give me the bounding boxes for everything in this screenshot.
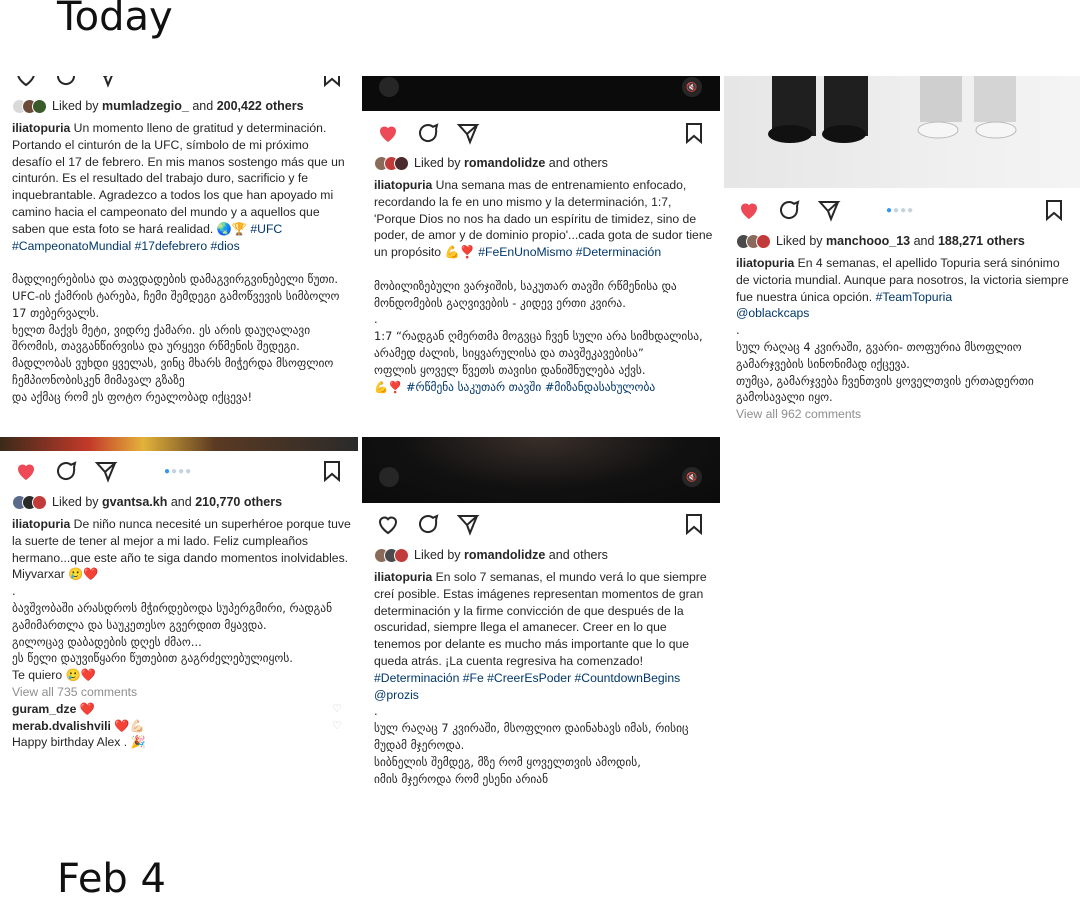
post-tile[interactable]	[362, 437, 720, 795]
bookmark-icon[interactable]	[682, 512, 706, 536]
likes-row[interactable]	[12, 97, 352, 115]
carousel-dots: ●●●●	[886, 205, 915, 216]
like-heart-icon[interactable]	[376, 121, 400, 145]
comment-icon[interactable]	[54, 459, 78, 483]
likes-row[interactable]	[12, 493, 352, 511]
comment-username[interactable]: merab.dvalishvili	[12, 718, 111, 733]
likes-text: Liked by romandolidze and others	[414, 548, 608, 562]
likes-text: Liked by manchooo_13 and 188,271 others	[776, 234, 1025, 248]
caption-username[interactable]: iliatopuria	[736, 256, 795, 270]
hashtags[interactable]: #Determinación #Fe #CreerEsPoder #CountdownBegins	[374, 670, 681, 685]
post-caption: iliatopuria En 4 semanas, el apellido Topuria será sinónimo de victoria mundial. Aunque para nosotros, la victoria siempre fue nuestra única opción. #TeamTopuria @oblackcaps . სულ რაღაც 4 კვირაში, გვარი- თოფურია მსოფლიო გამარჯვების სინონიმად იქცევა. თუმცა, გამარჯვება ჩვენთვის ყოველთვის ერთადერთი გამოსავალი იყო. View all 962 comments	[736, 255, 1074, 433]
caption-username[interactable]: iliatopuria	[12, 121, 71, 135]
user-icon	[379, 467, 399, 487]
comment-row: merab.dvalishvili ❤️💪🏻 ♡	[12, 718, 342, 733]
caption-username[interactable]: iliatopuria	[12, 517, 71, 531]
mention-link[interactable]: @oblackcaps	[736, 306, 810, 321]
comment-text: Happy birthday Alex . 🎉	[12, 735, 146, 750]
hashtags[interactable]: #TeamTopuria	[875, 289, 953, 304]
mention-link[interactable]: @prozis	[374, 687, 419, 702]
comment-icon[interactable]	[54, 76, 78, 88]
avatar	[32, 495, 47, 510]
user-icon	[379, 77, 399, 97]
avatar	[394, 156, 409, 171]
likes-text: Liked by mumladzegio_ and 200,422 others	[52, 99, 304, 113]
bookmark-icon[interactable]	[320, 459, 344, 483]
view-all-comments-link[interactable]: View all 962 comments	[736, 407, 862, 422]
hashtags[interactable]: #UFC #CampeonatoMundial #17defebrero #dios	[12, 221, 283, 253]
comment-like-icon[interactable]: ♡	[332, 702, 342, 715]
likes-text: Liked by gvantsa.kh and 210,770 others	[52, 495, 283, 509]
bookmark-icon[interactable]	[320, 76, 344, 88]
carousel-dots: ●●●●	[164, 466, 193, 477]
post-actions	[362, 121, 720, 147]
post-tile[interactable]	[0, 437, 358, 795]
likes-text: Liked by romandolidze and others	[414, 156, 608, 170]
like-heart-icon[interactable]	[14, 76, 38, 88]
caption-username[interactable]: iliatopuria	[374, 178, 433, 192]
post-caption: iliatopuria Una semana mas de entrenamiento enfocado, recordando la fe en uno mismo y la determinación, 1:7, 'Porque Dios no nos ha dado un espíritu de timidez, sino de poder, de amor y de dominio propio'...cada gota de sudor tiene un propósito 💪❣️ #FeEnUnoMismo #Determinación მობილიზებული ვარჯიშის, საკუთარ თავში რწმენისა და მონდომების გაღვივების - კიდევ ერთი კვირა. . 1:7 “რადგან ღმერთმა მოგვცა ჩვენ სული არა სიმხდალისა, არამედ ძალის, სიყვარულისა და თავშეკავებისა” ოფლის ყოველ წვეთს თავისი დანიშნულება აქვს. 💪❣️ #რწმენა საკუთარ თავში #მიზანდასახულობა	[374, 178, 713, 394]
avatar	[32, 99, 47, 114]
likes-row[interactable]	[374, 546, 714, 564]
share-icon[interactable]	[456, 121, 480, 145]
likes-row[interactable]	[374, 154, 714, 172]
avatar	[394, 548, 409, 563]
post-tile[interactable]	[724, 76, 1080, 433]
bookmark-icon[interactable]	[682, 121, 706, 145]
post-caption: iliatopuria Un momento lleno de gratitud y determinación. Portando el cinturón de la UFC, símbolo de mi próximo desafío el 17 de febrero. En mis manos sostengo más que un cinturón. Es el resultado del trabajo duro, sacrificio y fe inquebrantable. Agradezco a todos los que han apoyado mi camino hacia el campeonato del mundo y a aquellos que saben que esta foto se hará realidad. 🌏🏆 #UFC #CampeonatoMundial #17defebrero #dios მადლიერებისა და თავდადების დამაგვირგვინებელი წუთი. UFC-ის ქამრის ტარება, ჩემი შემდეგი გამოწვევის სიმბოლო 17 თებერვალს. ხელთ მაქვს მეტი, ვიდრე ქამარი. ეს არის დაუღალავი შრომის, თავგანწირვისა და ურყევი რწმენის შედეგი. მადლობას ვუხდი ყველას, ვინც მხარს მიჭერდა მსოფლიო ჩემპიონობისკენ მიმავალ გზაზე და აქმაც რომ ეს ფოტო რეალობად იქცევა!	[12, 121, 345, 404]
comment-username[interactable]: guram_dze	[12, 701, 77, 716]
comment-icon[interactable]	[416, 512, 440, 536]
post-image[interactable]	[0, 437, 358, 451]
bookmark-icon[interactable]	[1042, 198, 1066, 222]
post-caption: iliatopuria En solo 7 semanas, el mundo verá lo que siempre creí posible. Estas imágenes representan momentos de gran determinación y la firme convicción de que después de la oscuridad, siempre llega el amanecer. Creer en lo que tenemos por delante es mucho más importante que lo que queda atrás. ¡La cuenta regresiva ha comenzado! #Determinación #Fe #CreerEsPoder #CountdownBegins @prozis . სულ რაღაც 7 კვირაში, მსოფლიო დაინახავს იმას, რისიც მუდამ მჯეროდა. სიბნელის შემდეგ, მზე რომ ყოველთვის ამოდის, იმის მჯეროდა რომ ესენი არიან	[374, 569, 714, 795]
mute-icon[interactable]: 🔇	[682, 77, 702, 97]
section-header-feb-4: Feb 4	[57, 856, 166, 902]
hashtags[interactable]: #FeEnUnoMismo #Determinación	[478, 245, 662, 260]
comment-row: guram_dze ❤️ ♡	[12, 701, 342, 716]
comment-icon[interactable]	[416, 121, 440, 145]
post-actions	[0, 76, 358, 90]
share-icon[interactable]	[94, 76, 118, 88]
post-video[interactable]	[362, 437, 720, 503]
post-actions	[724, 198, 1080, 224]
post-caption: iliatopuria De niño nunca necesité un superhéroe porque tuve la suerte de tener al mejor a mi lado. Feliz cumpleaños hermano...que este año te siga dando momentos inolvidables. Miyvarxar 🥲❤️ . ბავშვობაში არასდროს მჭირდებოდა სუპერგმირი, რადგან გამიმართლა და საუკეთესო გვერდით მყავდა. გილოცავ დაბადების დღეს ძმაო... ეს წელი დაუვიწყარი წუთებით გაგრძელებულიყოს. Te quiero 🥲❤️ View all 735 comments guram_dze ❤️ ♡ merab.dvalishvili ❤️💪🏻 ♡ Happy birthday Alex . 🎉	[12, 517, 351, 750]
likes-row[interactable]	[736, 232, 1074, 250]
post-image[interactable]	[724, 76, 1080, 188]
like-heart-icon[interactable]	[376, 512, 400, 536]
like-heart-icon[interactable]	[14, 459, 38, 483]
view-all-comments-link[interactable]: View all 735 comments	[12, 684, 138, 699]
post-tile[interactable]	[362, 76, 720, 433]
mute-icon[interactable]: 🔇	[682, 467, 702, 487]
share-icon[interactable]	[94, 459, 118, 483]
comment-like-icon[interactable]: ♡	[332, 719, 342, 732]
post-actions	[0, 459, 358, 485]
comment-icon[interactable]	[777, 198, 801, 222]
like-heart-icon[interactable]	[737, 198, 761, 222]
post-video[interactable]	[362, 76, 720, 111]
section-header-today: Today	[57, 0, 173, 40]
share-icon[interactable]	[817, 198, 841, 222]
caption-username[interactable]: iliatopuria	[374, 570, 433, 584]
share-icon[interactable]	[456, 512, 480, 536]
post-actions	[362, 512, 720, 538]
avatar	[756, 234, 771, 249]
post-tile[interactable]	[0, 76, 358, 433]
